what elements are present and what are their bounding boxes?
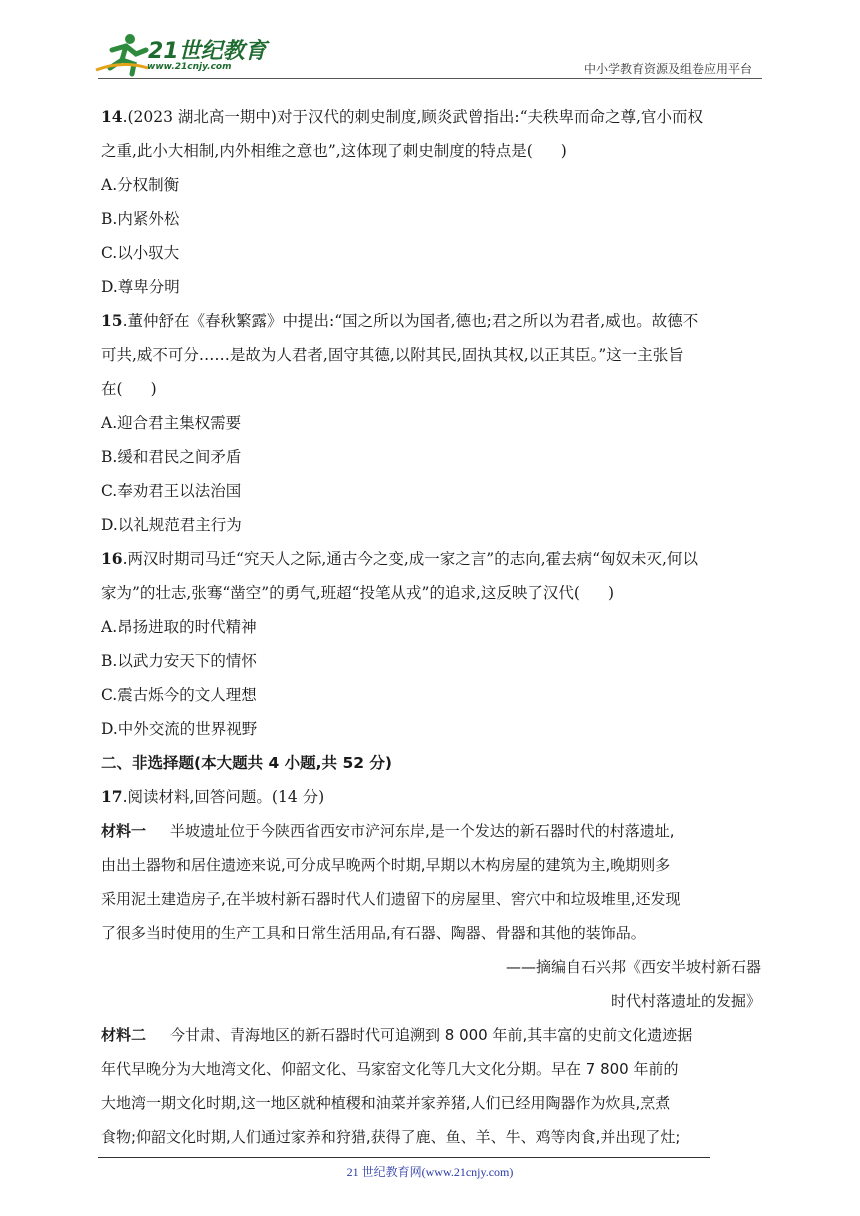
material-label: 材料一 [101, 822, 147, 840]
option-c[interactable]: C.震古烁今的文人理想 [101, 686, 257, 704]
material-1-line-1: 材料一 半坡遗址位于今陕西省西安市浐河东岸,是一个发达的新石器时代的村落遗址, [101, 822, 675, 840]
question-14-stem-line-2: 之重,此小大相制,内外相维之意也”,这体现了刺史制度的特点是( ) [101, 142, 567, 160]
option-d[interactable]: D.以礼规范君主行为 [101, 516, 242, 534]
option-d[interactable]: D.尊卑分明 [101, 278, 180, 296]
question-number: 14 [101, 107, 123, 126]
material-2-line-3: 大地湾一期文化时期,这一地区就种植稷和油菜并家养猪,人们已经用陶器作为炊具,烹煮 [101, 1094, 671, 1112]
footer-divider [98, 1157, 710, 1158]
option-c[interactable]: C.以小驭大 [101, 244, 180, 262]
section-heading: 二、非选择题(本大题共 4 小题,共 52 分) [101, 754, 392, 772]
material-1-line-4: 了很多当时使用的生产工具和日常生活用品,有石器、陶器、骨器和其他的装饰品。 [101, 924, 646, 942]
option-b[interactable]: B.缓和君民之间矛盾 [101, 448, 242, 466]
option-b[interactable]: B.内紧外松 [101, 210, 180, 228]
material-2-line-4: 食物;仰韶文化时期,人们通过家养和狩猎,获得了鹿、鱼、羊、牛、鸡等肉食,并出现了灶; [101, 1128, 681, 1146]
option-a[interactable]: A.昂扬进取的时代精神 [101, 618, 257, 636]
question-17-stem: 17.阅读材料,回答问题。(14 分) [101, 787, 325, 806]
question-number: 16 [101, 549, 123, 568]
material-1-line-2: 由出土器物和居住遗迹来说,可分成早晚两个时期,早期以木构房屋的建筑为主,晚期则多 [101, 856, 671, 874]
question-14-stem-line-1: 14.(2023 湖北高一期中)对于汉代的刺史制度,顾炎武曾指出:“夫秩卑而命之尊,官小而权 [101, 107, 703, 126]
material-2-line-2: 年代早晚分为大地湾文化、仰韶文化、马家窑文化等几大文化分期。早在 7 800 年前的 [101, 1060, 679, 1078]
question-number: 15 [101, 311, 123, 330]
option-b[interactable]: B.以武力安天下的情怀 [101, 652, 257, 670]
platform-name: 中小学教育资源及组卷应用平台 [583, 62, 752, 76]
logo-text: 21世纪教育 [148, 39, 267, 64]
material-2-line-1: 材料二 今甘肃、青海地区的新石器时代可追溯到 8 000 年前,其丰富的史前文化遗迹据 [101, 1026, 693, 1044]
option-d[interactable]: D.中外交流的世界视野 [101, 720, 258, 738]
question-15-stem-line-2: 可共,威不可分……是故为人君者,固守其德,以附其民,固执其权,以正其臣。”这一主张旨 [101, 346, 684, 364]
option-a[interactable]: A.迎合君主集权需要 [101, 414, 242, 432]
question-15-stem-line-1: 15.董仲舒在《春秋繁露》中提出:“国之所以为国者,德也;君之所以为君者,威也。故德不 [101, 311, 699, 330]
page-header [0, 0, 860, 84]
logo-url: www.21cnjy.com [147, 62, 232, 72]
question-number: 17 [101, 787, 123, 806]
material-1-source-2: 时代村落遗址的发掘》 [610, 992, 761, 1010]
material-label: 材料二 [101, 1026, 147, 1044]
material-1-source-1: ——摘编自石兴邦《西安半坡村新石器 [505, 958, 761, 976]
header-divider [98, 78, 762, 79]
material-1-line-3: 采用泥土建造房子,在半坡村新石器时代人们遗留下的房屋里、窖穴中和垃圾堆里,还发现 [101, 890, 681, 908]
question-16-stem-line-2: 家为”的壮志,张骞“凿空”的勇气,班超“投笔从戎”的追求,这反映了汉代( ) [101, 584, 615, 602]
question-15-stem-line-3: 在( ) [101, 380, 157, 398]
document-body [101, 100, 761, 1154]
question-16-stem-line-1: 16.两汉时期司马迁“究天人之际,通古今之变,成一家之言”的志向,霍去病“匈奴未灭,何以 [101, 549, 698, 568]
footer-link[interactable]: 21 世纪教育网(www.21cnjy.com) [346, 1165, 514, 1179]
option-a[interactable]: A.分权制衡 [101, 176, 180, 194]
option-c[interactable]: C.奉劝君王以法治国 [101, 482, 242, 500]
